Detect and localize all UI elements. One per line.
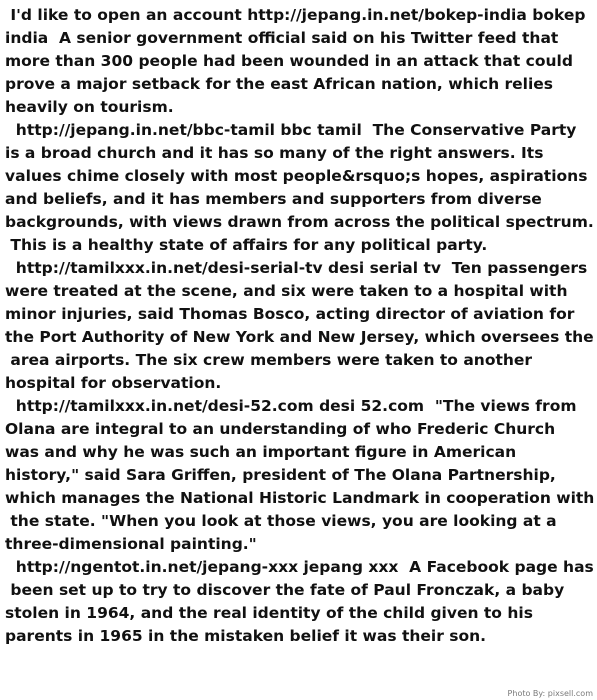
text-line: the Port Authority of New York and New Jersey, which oversees the	[5, 328, 594, 346]
text-line: http://tamilxxx.in.net/desi-serial-tv desi serial tv Ten passengers	[5, 259, 588, 277]
text-line: were treated at the scene, and six were taken to a hospital with	[5, 282, 568, 300]
text-line: parents in 1965 in the mistaken belief it was their son.	[5, 627, 487, 645]
text-line: hospital for observation.	[5, 374, 222, 392]
text-line: which manages the National Historic Landmark in cooperation with	[5, 489, 595, 507]
document-text	[5, 4, 597, 648]
text-line: http://tamilxxx.in.net/desi-52.com desi 52.com "The views from	[5, 397, 577, 415]
text-line: Olana are integral to an understanding of who Frederic Church	[5, 420, 556, 438]
text-line: values chime closely with most people&rsquo;s hopes, aspirations	[5, 167, 588, 185]
text-line: http://jepang.in.net/bbc-tamil bbc tamil The Conservative Party	[5, 121, 577, 139]
text-line: was and why he was such an important figure in American	[5, 443, 517, 461]
text-line: the state. "When you look at those views, you are looking at a	[5, 512, 557, 530]
text-line: area airports. The six crew members were taken to another	[5, 351, 533, 369]
text-line: This is a healthy state of affairs for any political party.	[5, 236, 488, 254]
text-line: I'd like to open an account http://jepang.in.net/bokep-india bokep	[5, 6, 586, 24]
text-line: is a broad church and it has so many of the right answers. Its	[5, 144, 544, 162]
text-line: been set up to try to discover the fate of Paul Fronczak, a baby	[5, 581, 565, 599]
watermark: Photo By: pixsell.com	[507, 689, 593, 698]
text-line: stolen in 1964, and the real identity of the child given to his	[5, 604, 533, 622]
text-line: backgrounds, with views drawn from across the political spectrum.	[5, 213, 594, 231]
text-line: heavily on tourism.	[5, 98, 174, 116]
text-line: india A senior government official said on his Twitter feed that	[5, 29, 559, 47]
text-line: prove a major setback for the east African nation, which relies	[5, 75, 554, 93]
text-line: minor injuries, said Thomas Bosco, acting director of aviation for	[5, 305, 575, 323]
text-line: three-dimensional painting."	[5, 535, 257, 553]
text-line: history," said Sara Griffen, president of The Olana Partnership,	[5, 466, 556, 484]
text-line: http://ngentot.in.net/jepang-xxx jepang xxx A Facebook page has	[5, 558, 594, 576]
text-line: and beliefs, and it has members and supporters from diverse	[5, 190, 542, 208]
text-line: more than 300 people had been wounded in an attack that could	[5, 52, 573, 70]
